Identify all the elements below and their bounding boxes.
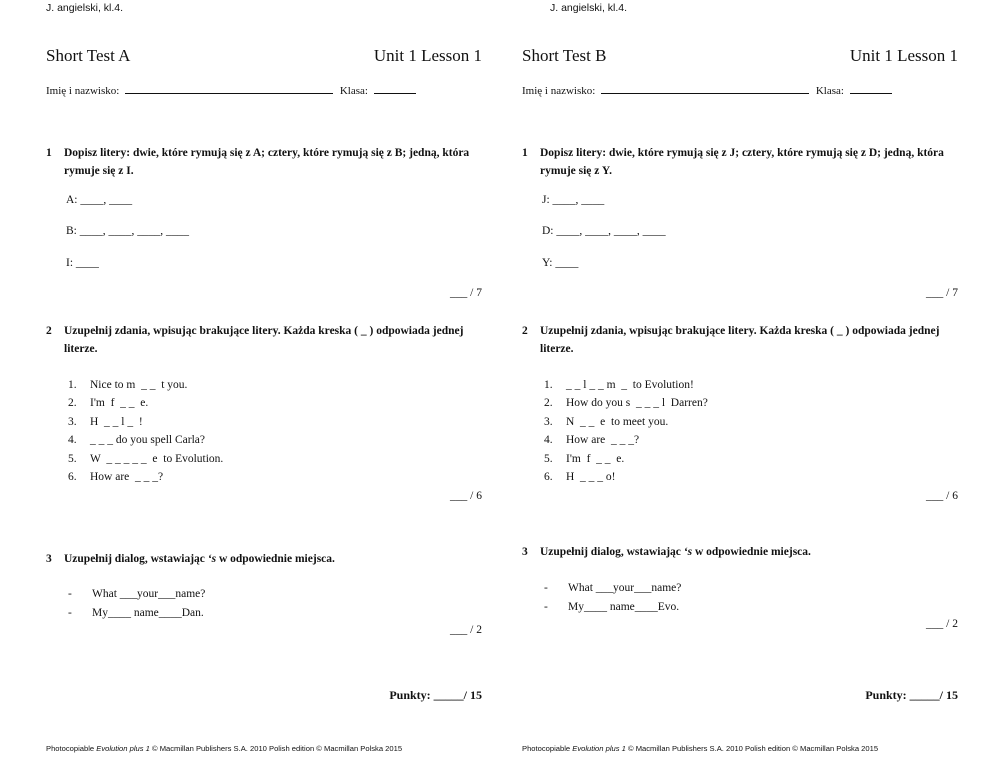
list-item[interactable]: 2. I'm f _ _ e.	[68, 397, 149, 410]
score-q1: ___ / 7	[450, 287, 482, 299]
score-q3: ___ / 2	[450, 624, 482, 636]
question-instruction: Dopisz litery: dwie, które rymują się z J; cztery, które rymują się z D; jedną, która rymuje się z Y.	[540, 147, 944, 177]
name-label: Imię i nazwisko:	[522, 85, 596, 97]
score-q2: ___ / 6	[450, 490, 482, 502]
unit-lesson: Unit 1 Lesson 1	[373, 46, 482, 65]
name-class-row	[522, 83, 892, 97]
list-item[interactable]: 4. How are _ _ _?	[544, 434, 640, 447]
answer-line-d[interactable]: D: ____, ____, ____, ____	[542, 225, 666, 237]
list-item[interactable]: 4. _ _ _ do you spell Carla?	[68, 434, 205, 447]
sentence-list	[68, 376, 223, 486]
test-title: Short Test A	[46, 46, 131, 65]
question-instruction: Dopisz litery: dwie, które rymują się z A; cztery, które rymują się z B; jedną, która rymuje się z I.	[64, 147, 470, 177]
question-instruction: Uzupełnij zdania, wpisując brakujące litery. Każda kreska ( _ ) odpowiada jednej literze.	[540, 325, 940, 355]
sentence-list	[544, 376, 708, 486]
list-item[interactable]: 2. How do you s _ _ _ l Darren?	[544, 397, 708, 410]
question-number: 1	[46, 147, 52, 159]
answer-line-y[interactable]: Y: ____	[542, 257, 579, 269]
score-q3: ___ / 2	[926, 618, 958, 630]
answer-line-b[interactable]: B: ____, ____, ____, ____	[66, 225, 189, 237]
question-instruction: Uzupełnij dialog, wstawiając ‘s w odpowiednie miejsca.	[540, 546, 811, 558]
header-note: J. angielski, kl.4.	[550, 2, 628, 14]
question-instruction: Uzupełnij dialog, wstawiając ‘s w odpowiednie miejsca.	[64, 553, 335, 565]
list-item[interactable]: 5. I'm f _ _ e.	[544, 452, 625, 465]
name-blank[interactable]	[125, 83, 333, 94]
class-blank[interactable]	[374, 83, 416, 94]
question-number: 2	[522, 325, 528, 337]
title-row	[522, 46, 958, 68]
dialog-line[interactable]: - What ___your___name?	[544, 582, 682, 594]
score-q1: ___ / 7	[926, 287, 958, 299]
list-item[interactable]: 6. How are _ _ _?	[68, 471, 164, 484]
class-label: Klasa:	[815, 85, 844, 97]
score-q2: ___ / 6	[926, 490, 958, 502]
dialog-line[interactable]: - My____ name____Evo.	[544, 600, 680, 613]
class-blank[interactable]	[850, 83, 892, 94]
name-class-row	[46, 83, 416, 97]
list-item[interactable]: 6. H _ _ _ o!	[544, 471, 616, 484]
dialog-line[interactable]: - What ___your___name?	[68, 588, 206, 600]
list-item[interactable]: 1. Nice to m _ _ t you.	[68, 379, 188, 391]
footer-copyright: Photocopiable Evolution plus 1 © Macmillan Publishers S.A. 2010 Polish edition © Macmillan Polska 2015	[522, 744, 879, 753]
class-label: Klasa:	[339, 85, 368, 97]
footer-copyright: Photocopiable Evolution plus 1 © Macmillan Publishers S.A. 2010 Polish edition © Macmillan Polska 2015	[46, 744, 403, 753]
name-blank[interactable]	[601, 83, 809, 94]
header-note: J. angielski, kl.4.	[46, 2, 124, 14]
dialog-line[interactable]: - My____ name____Dan.	[68, 606, 204, 619]
question-number: 3	[522, 546, 528, 558]
test-title: Short Test B	[522, 46, 607, 65]
short-test-b	[522, 0, 962, 772]
question-number: 2	[46, 325, 52, 337]
unit-lesson: Unit 1 Lesson 1	[849, 46, 958, 65]
question-number: 3	[46, 553, 52, 565]
answer-line-j[interactable]: J: ____, ____	[542, 194, 605, 206]
answer-line-a[interactable]: A: ____, ____	[66, 194, 133, 206]
list-item[interactable]: 3. H _ _ l _ !	[68, 415, 143, 428]
list-item[interactable]: 3. N _ _ e to meet you.	[544, 415, 669, 428]
dialog-list	[544, 579, 681, 616]
question-number: 1	[522, 147, 528, 159]
total-points: Punkty: _____/ 15	[389, 688, 482, 702]
title-row	[46, 46, 482, 68]
name-label: Imię i nazwisko:	[46, 85, 120, 97]
list-item[interactable]: 5. W _ _ _ _ _ e to Evolution.	[68, 452, 224, 465]
total-points: Punkty: _____/ 15	[865, 688, 958, 702]
dialog-list	[68, 585, 205, 622]
question-instruction: Uzupełnij zdania, wpisując brakujące litery. Każda kreska ( _ ) odpowiada jednej literze.	[64, 325, 464, 355]
short-test-a	[46, 0, 486, 772]
list-item[interactable]: 1. _ _ l _ _ m _ to Evolution!	[544, 379, 694, 391]
answer-line-i[interactable]: I: ____	[66, 257, 99, 269]
